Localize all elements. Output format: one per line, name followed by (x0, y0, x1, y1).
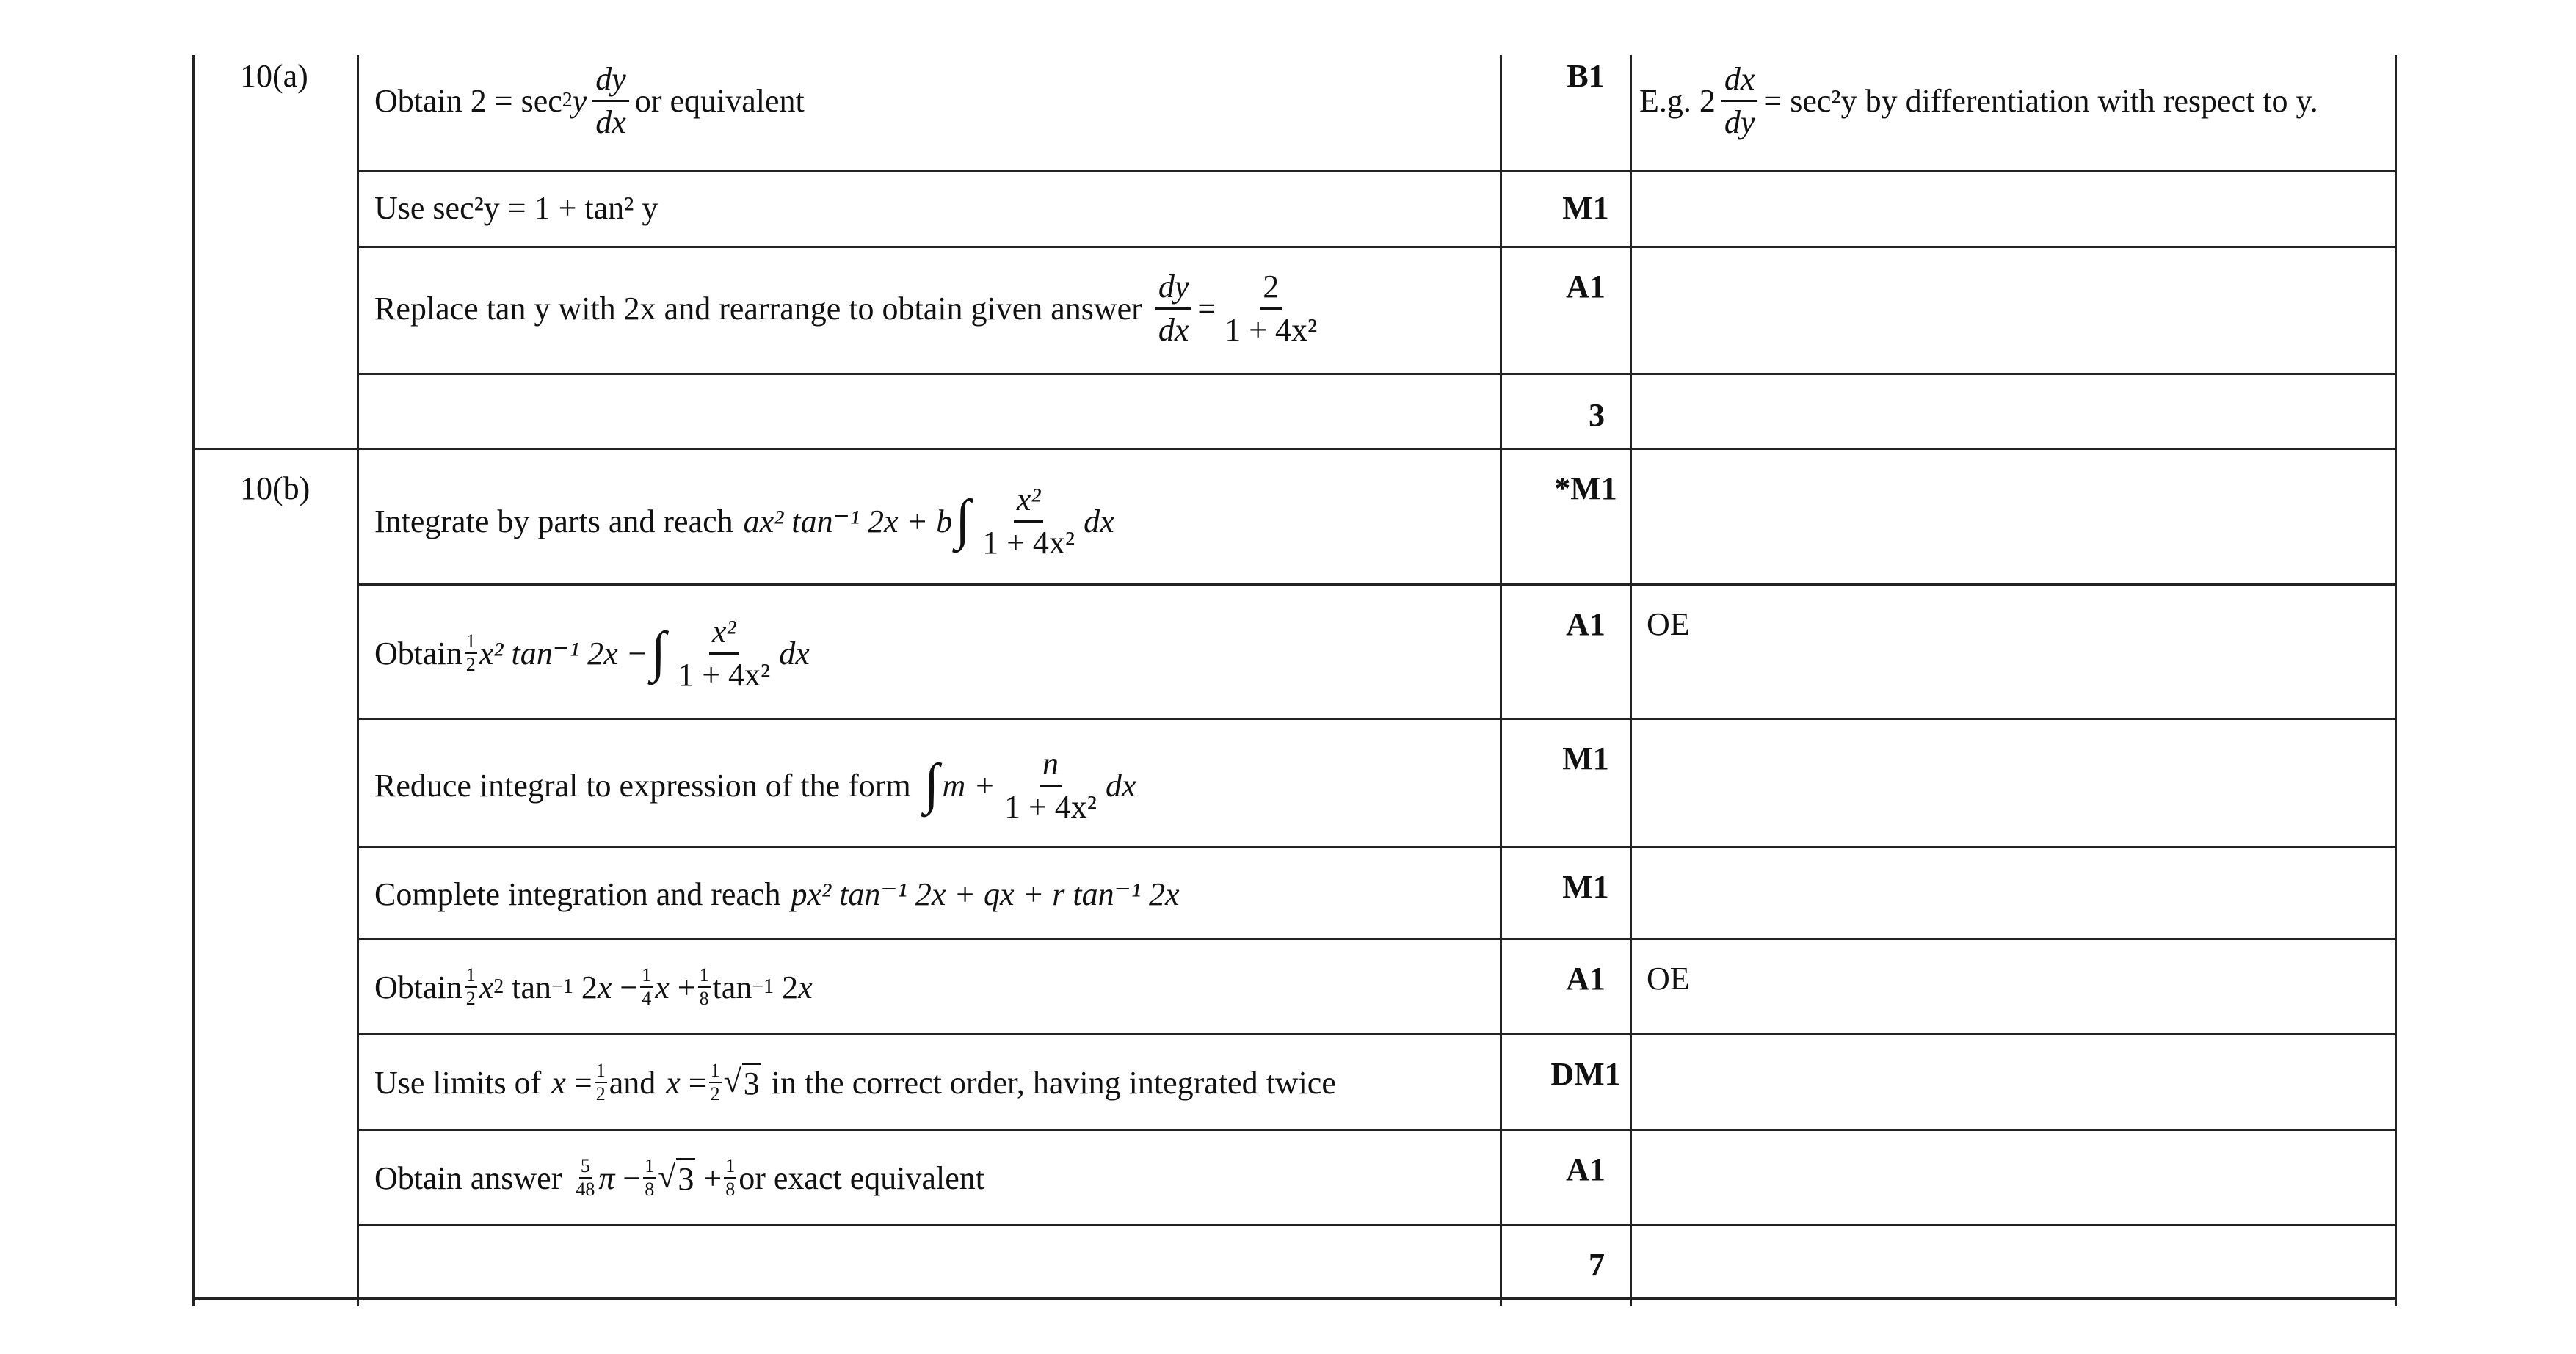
answer-b2: Obtain $\frac{1}{2}$ x² tan⁻¹ 2x − ∫ $\frac{\text{x²}}{\text{1 + 4x²}}$ dx (374, 613, 810, 693)
integrand-fraction: $\frac{\text{x²}}{\text{1 + 4x²}}$ (982, 481, 1075, 561)
answer-b7: Obtain answer $\frac{5}{48}$ π − $\frac{1}{8}$ √ 3 + $\frac{1}{8}$ or exact equivalent (374, 1155, 984, 1200)
mark-b3: M1 (1562, 740, 1609, 776)
answer-column-border (357, 55, 359, 1306)
mark-a3: A1 (1566, 269, 1606, 305)
derivative-fraction: $\frac{dy}{dx}$ (592, 63, 629, 139)
mark-b6: DM1 (1550, 1056, 1621, 1092)
answer-a1: Obtain 2 = sec 2 y $\frac{dy}{dx}$ or equivalent (374, 60, 805, 140)
mark-b2: A1 (1566, 606, 1606, 642)
answer-b6: Use limits of x = $\frac{1}{2}$ and x = $\frac{1}{2}$ √ 3 in the correct order, having integrated twice (374, 1060, 1336, 1104)
row-divider (357, 1033, 2397, 1035)
integrand-fraction: $\frac{n}{\text{1 + 4x²}}$ (1004, 745, 1097, 825)
mark-b5: A1 (1566, 961, 1606, 997)
row-divider (357, 1129, 2397, 1131)
question-number-a: 10(a) (240, 58, 308, 94)
row-divider (357, 846, 2397, 848)
mark-b7: A1 (1566, 1151, 1606, 1187)
answer-b1: Integrate by parts and reach ax² tan⁻¹ 2x + b ∫ $\frac{\text{x²}}{\text{1 + 4x²}}$ dx (374, 481, 1114, 561)
total-a: 3 (1589, 397, 1605, 433)
row-divider (357, 1224, 2397, 1226)
guidance-column-border (1630, 55, 1632, 1306)
table-left-border-top (192, 55, 195, 455)
row-divider (357, 246, 2397, 248)
guidance-fraction: $\frac{dx}{dy}$ (1721, 63, 1758, 139)
dy-dx-fraction: $\frac{dy}{dx}$ (1155, 271, 1192, 346)
mark-a1: B1 (1567, 58, 1605, 94)
table-left-border (192, 455, 195, 1306)
part-divider (192, 448, 2397, 450)
answer-fraction: $\frac{2}{\text{1 + 4x²}}$ (1224, 268, 1318, 348)
row-divider (357, 373, 2397, 375)
row-divider (357, 583, 2397, 586)
guidance-b2: OE (1647, 606, 1690, 642)
answer-b3: Reduce integral to expression of the form ∫ m + $\frac{n}{\text{1 + 4x²}}$ dx (374, 745, 1136, 825)
row-divider (357, 938, 2397, 940)
mark-a2: M1 (1562, 190, 1609, 226)
row-divider (357, 170, 2397, 172)
guidance-a1: E.g. 2 $\frac{dx}{dy}$ = sec²y by differentiation with respect to y. (1639, 60, 2318, 140)
mark-column-border (1500, 55, 1502, 1306)
table-right-border (2395, 55, 2397, 1306)
integrand-fraction: $\frac{\text{x²}}{\text{1 + 4x²}}$ (678, 613, 771, 693)
table-bottom-border (192, 1297, 2397, 1300)
row-divider (357, 718, 2397, 720)
question-number-b: 10(b) (240, 470, 311, 506)
answer-b4: Complete integration and reach px² tan⁻¹ 2x + qx + r tan⁻¹ 2x (374, 876, 1180, 912)
answer-a2: Use sec²y = 1 + tan² y (374, 190, 658, 226)
mark-b4: M1 (1562, 869, 1609, 905)
answer-b5: Obtain $\frac{1}{2}$ x 2 tan −1 2 x − $\frac{1}{4}$ x + $\frac{1}{8}$ tan −1 2 x (374, 964, 813, 1009)
answer-a3: Replace tan y with 2x and rearrange to obtain given answer $\frac{dy}{dx}$ = $\frac{2}{\text{1 + 4x²}}$ (374, 268, 1326, 349)
guidance-b5: OE (1647, 961, 1690, 997)
mark-b1: *M1 (1554, 470, 1617, 506)
total-b: 7 (1589, 1247, 1605, 1283)
